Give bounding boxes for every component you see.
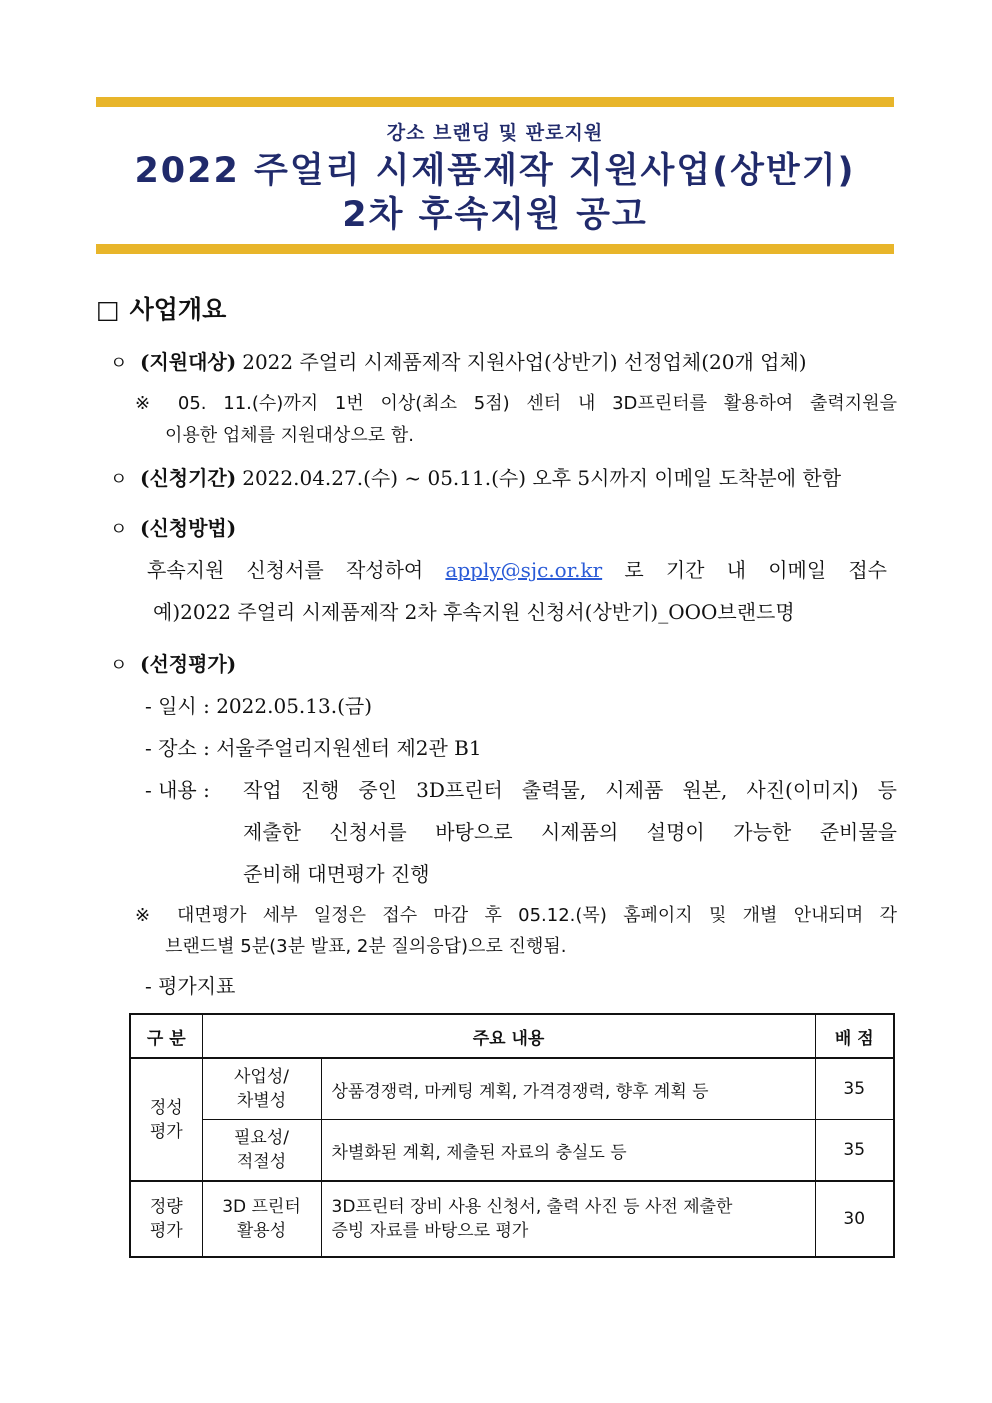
table-score: 35: [815, 1058, 894, 1120]
method-item: [110, 514, 242, 544]
circle-bullet-icon: ㅇ: [110, 353, 128, 374]
top-accent-bar: [96, 97, 894, 107]
evaluation-note-text-1: 대면평가 세부 일정은 접수 마감 후 05.12.(목) 홈페이지 및 개별 안내되며 각: [176, 905, 897, 926]
table-sub-category: 필요성/ 적절성: [202, 1120, 321, 1182]
period-label: (신청기간): [140, 466, 237, 490]
target-note-line-2: 이용한 업체를 지원대상으로 함.: [165, 425, 414, 446]
method-line-1-pre: 후속지원 신청서를 작성하여: [147, 558, 424, 582]
method-line-1: [147, 556, 887, 584]
evaluation-content-line-3: 준비해 대면평가 진행: [243, 862, 430, 886]
page-title-line-1: 2022 주얼리 시제품제작 지원사업(상반기): [134, 151, 856, 191]
target-note-text-1: 05. 11.(수)까지 1번 이상(최소 5점) 센터 내 3D프린터를 활용하여 출력지원을: [177, 393, 897, 414]
method-line-1-post: 로 기간 내 이메일 접수: [624, 558, 888, 582]
table-header-score: 배 점: [815, 1014, 894, 1058]
target-text: 2022 주얼리 시제품제작 지원사업(상반기) 선정업체(20개 업체): [242, 350, 807, 374]
evaluation-label: (선정평가): [140, 652, 237, 676]
table-sub-category: 사업성/ 차별성: [202, 1058, 321, 1120]
table-group-quantitative: 정량 평가: [130, 1181, 202, 1257]
table-header-content: 주요 내용: [202, 1014, 815, 1058]
evaluation-date: - 일시 : 2022.05.13.(금): [145, 694, 373, 718]
evaluation-content-label: - 내용 :: [145, 778, 210, 802]
checkbox-square-icon: □: [96, 295, 120, 324]
table-content: 상품경쟁력, 마케팅 계획, 가격경쟁력, 향후 계획 등: [321, 1058, 815, 1120]
page-title-line-2: 2차 후속지원 공고: [342, 195, 648, 235]
target-note-line-1: [135, 390, 897, 418]
period-text: 2022.04.27.(수) ~ 05.11.(수) 오후 5시까지 이메일 도착분에 한함: [242, 466, 842, 490]
table-row: [130, 1181, 894, 1257]
evaluation-content-line-2: [243, 818, 897, 846]
table-header-category: 구 분: [130, 1014, 202, 1058]
section-title: 사업개요: [129, 295, 227, 324]
method-label: (신청방법): [140, 516, 237, 540]
circle-bullet-icon: ㅇ: [110, 519, 128, 540]
target-label: (지원대상): [140, 350, 237, 374]
circle-bullet-icon: ㅇ: [110, 655, 128, 676]
table-row: [130, 1058, 894, 1120]
table-header-row: [130, 1014, 894, 1058]
section-heading: [96, 290, 226, 326]
email-link[interactable]: apply@sjc.or.kr: [445, 558, 603, 582]
note-mark-icon: ※: [135, 905, 161, 926]
evaluation-note-line-1: [135, 902, 897, 930]
method-line-2: 예)2022 주얼리 시제품제작 2차 후속지원 신청서(상반기)_OOO브랜드명: [153, 600, 795, 624]
table-content: 차별화된 계획, 제출된 자료의 충실도 등: [321, 1120, 815, 1182]
evaluation-content-text-2: 제출한 신청서를 바탕으로 시제품의 설명이 가능한 준비물을: [243, 820, 897, 844]
evaluation-content-line-1: [243, 776, 897, 804]
period-item: [110, 464, 841, 494]
evaluation-table: [129, 1013, 895, 1258]
evaluation-item: [110, 650, 242, 680]
table-group-qualitative: 정성 평가: [130, 1058, 202, 1181]
table-sub-category: 3D 프린터 활용성: [202, 1181, 321, 1257]
evaluation-place: - 장소 : 서울주얼리지원센터 제2관 B1: [145, 736, 482, 760]
header-subtitle: 강소 브랜딩 및 판로지원: [386, 122, 604, 144]
target-item: [110, 348, 807, 378]
table-score: 35: [815, 1120, 894, 1182]
evaluation-content-text-1: 작업 진행 중인 3D프린터 출력물, 시제품 원본, 사진(이미지) 등: [243, 778, 897, 802]
table-content: 3D프린터 장비 사용 신청서, 출력 사진 등 사전 제출한 증빙 자료를 바탕으로 평가: [321, 1181, 815, 1257]
circle-bullet-icon: ㅇ: [110, 469, 128, 490]
evaluation-indicator: - 평가지표: [145, 974, 236, 998]
table-row: [130, 1120, 894, 1182]
table-score: 30: [815, 1181, 894, 1257]
bottom-accent-bar: [96, 244, 894, 254]
note-mark-icon: ※: [135, 393, 162, 414]
evaluation-note-line-2: 브랜드별 5분(3분 발표, 2분 질의응답)으로 진행됨.: [165, 936, 567, 957]
